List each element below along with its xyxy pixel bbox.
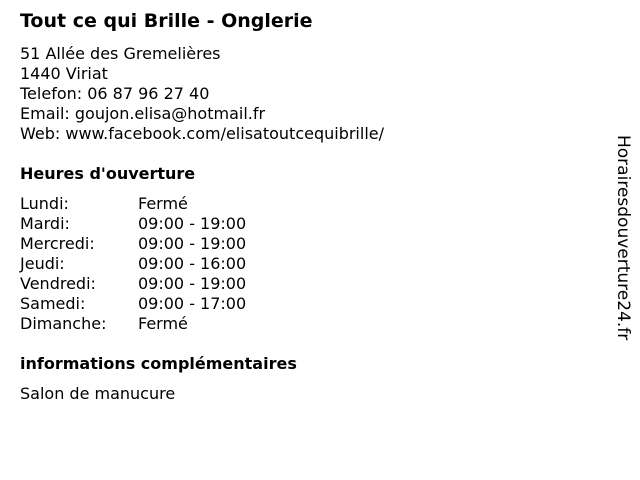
hours-row-friday [20,274,320,294]
day-label: Vendredi: [20,274,96,293]
web-line: Web: www.facebook.com/elisatoutcequibrille/ [20,124,384,143]
hours-value: 09:00 - 19:00 [138,274,247,293]
additional-info-heading: informations complémentaires [20,354,297,373]
day-label: Jeudi: [20,254,65,273]
address-street: 51 Allée des Gremelières [20,44,221,63]
site-watermark: Horairesdouverture24.fr [613,135,633,341]
hours-row-thursday [20,254,320,274]
hours-value: Fermé [138,194,188,213]
opening-hours-table [20,194,320,334]
day-label: Mardi: [20,214,70,233]
day-label: Mercredi: [20,234,95,253]
hours-row-saturday [20,294,320,314]
day-label: Lundi: [20,194,69,213]
address-city: 1440 Viriat [20,64,108,83]
hours-value: 09:00 - 19:00 [138,214,247,233]
hours-value: Fermé [138,314,188,333]
hours-row-monday [20,194,320,214]
day-label: Dimanche: [20,314,107,333]
business-title: Tout ce qui Brille - Onglerie [20,10,313,32]
additional-info-text: Salon de manucure [20,384,176,403]
opening-hours-heading: Heures d'ouverture [20,164,196,183]
hours-value: 09:00 - 16:00 [138,254,247,273]
hours-value: 09:00 - 19:00 [138,234,247,253]
hours-row-wednesday [20,234,320,254]
email-line: Email: goujon.elisa@hotmail.fr [20,104,266,123]
hours-row-tuesday [20,214,320,234]
day-label: Samedi: [20,294,86,313]
contact-block [20,44,384,144]
phone-line: Telefon: 06 87 96 27 40 [20,84,210,103]
hours-value: 09:00 - 17:00 [138,294,247,313]
hours-row-sunday [20,314,320,334]
